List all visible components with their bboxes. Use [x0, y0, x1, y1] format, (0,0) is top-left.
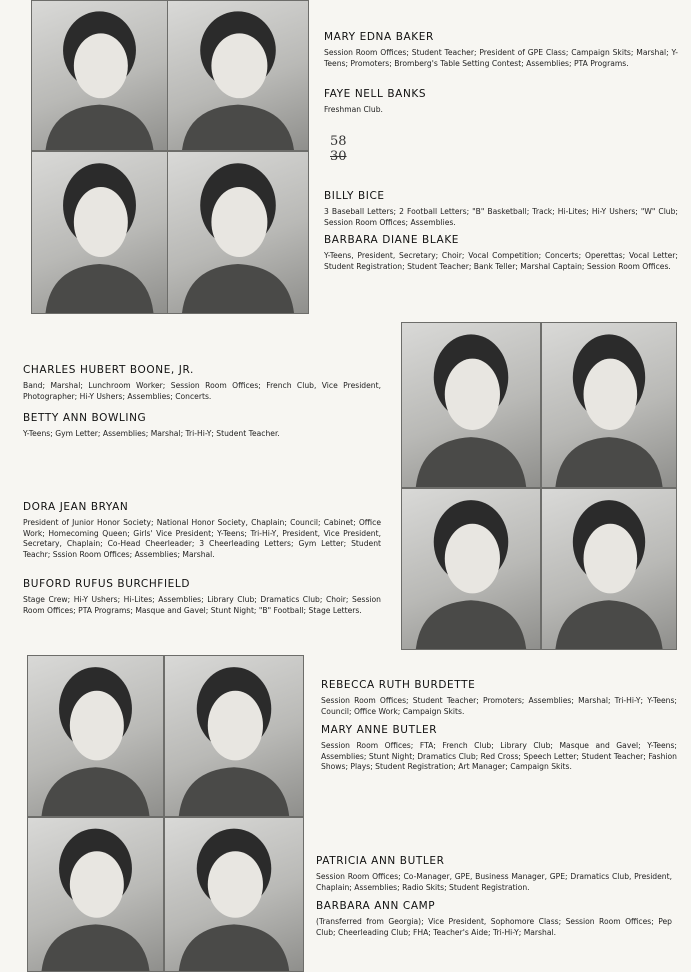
portrait-photo-baker [31, 0, 168, 151]
student-entry [324, 31, 678, 69]
portrait-photo-mary-anne-butler [164, 655, 304, 817]
portrait-silhouette [402, 489, 540, 649]
handwritten-annotation [330, 135, 347, 163]
student-name: REBECCA RUTH BURDETTE [321, 679, 476, 691]
annotation-line-1: 58 [330, 134, 347, 149]
portrait-silhouette [32, 1, 167, 150]
student-name: BETTY ANN BOWLING [23, 412, 147, 424]
student-activities: 3 Baseball Letters; 2 Football Letters; "B" Basketball; Track; Hi-Lites; Hi-Y Ushers; "W" Club; Session Room Offices; Assemblies. [324, 207, 678, 227]
portrait-photo-bryan [401, 488, 541, 650]
student-activities: Y-Teens; Gym Letter; Assemblies; Marshal; Tri-Hi-Y; Student Teacher. [23, 429, 280, 438]
student-entry [316, 855, 672, 893]
student-activities: Session Room Offices; Student Teacher; Promoters; Assemblies; Marshal; Tri-Hi-Y; Y-Teens; Council; Office Work; Campaign Skits. [321, 696, 677, 716]
portrait-photo-blake [167, 151, 309, 314]
portrait-silhouette [402, 323, 540, 487]
student-name: BARBARA ANN CAMP [316, 900, 436, 912]
student-entry [324, 234, 678, 272]
student-name: MARY EDNA BAKER [324, 31, 434, 43]
student-activities: Y-Teens, President, Secretary; Choir; Vocal Competition; Concerts; Operettas; Vocal Letter; Student Registration; Student Teacher; Bank Teller; Marshal Captain; Session Room Offices. [324, 251, 678, 271]
portrait-silhouette [28, 656, 163, 816]
portrait-silhouette [542, 489, 676, 649]
student-name: MARY ANNE BUTLER [321, 724, 438, 736]
portrait-silhouette [542, 323, 676, 487]
student-activities: Stage Crew; Hi-Y Ushers; Hi-Lites; Assemblies; Library Club; Dramatics Club; Choir; Session Room Offices; PTA Programs; Masque and Gavel; Stunt Night; "B" Football; Stage Letters. [23, 595, 381, 615]
portrait-photo-camp [164, 817, 304, 972]
portrait-silhouette [32, 152, 167, 313]
student-name: PATRICIA ANN BUTLER [316, 855, 445, 867]
student-activities: Band; Marshal; Lunchroom Worker; Session Room Offices; French Club, Vice President, Photographer; Hi-Y Ushers; Assemblies; Concerts. [23, 381, 381, 401]
student-entry [23, 412, 381, 440]
portrait-silhouette [165, 818, 303, 971]
student-entry [321, 679, 677, 717]
student-entry [23, 501, 381, 560]
student-name: DORA JEAN BRYAN [23, 501, 129, 513]
student-entry [324, 88, 678, 116]
portrait-silhouette [165, 656, 303, 816]
student-entry [23, 578, 381, 616]
student-activities: Freshman Club. [324, 105, 383, 114]
portrait-photo-burdette [27, 655, 164, 817]
student-name: FAYE NELL BANKS [324, 88, 427, 100]
portrait-photo-patricia-butler [27, 817, 164, 972]
portrait-silhouette [168, 1, 308, 150]
student-entry [324, 190, 678, 228]
annotation-line-2: 30 [330, 149, 347, 164]
portrait-photo-bice [31, 151, 168, 314]
portrait-photo-banks [167, 0, 309, 151]
student-entry [321, 724, 677, 773]
student-name: BUFORD RUFUS BURCHFIELD [23, 578, 191, 590]
portrait-photo-burchfield [541, 488, 677, 650]
portrait-photo-bowling [541, 322, 677, 488]
student-activities: (Transferred from Georgia); Vice President, Sophomore Class; Session Room Offices; Pep Club; Cheerleading Club; FHA; Teacher's Aide; Tri-Hi-Y; Marshal. [316, 917, 672, 937]
student-name: BILLY BICE [324, 190, 385, 202]
student-name: BARBARA DIANE BLAKE [324, 234, 460, 246]
student-name: CHARLES HUBERT BOONE, JR. [23, 364, 194, 376]
student-entry [316, 900, 672, 938]
student-activities: Session Room Offices; FTA; French Club; Library Club; Masque and Gavel; Y-Teens; Assemblies; Stunt Night; Dramatics Club; Red Cross; Speech Letter; Student Teacher; Fashion Shows; Plays; Student Registration; Art Manager; Campaign Skits. [321, 741, 677, 771]
student-activities: Session Room Offices; Co-Manager, GPE, Business Manager, GPE; Dramatics Club, President, Chaplain; Assemblies; Radio Skits; Student Registration. [316, 872, 672, 892]
student-activities: President of Junior Honor Society; National Honor Society, Chaplain; Council; Cabinet; Office Work; Homecoming Queen; Girls' Vice President; Y-Teens; Tri-Hi-Y, President, Vice President, Secretary, Chaplain; Co-Head Cheerleader; 3 Cheerleading Letters; Gym Letter; Student Teachr; Sssion Room Offices; Assemblies; Marshal. [23, 518, 381, 559]
portrait-photo-boone [401, 322, 541, 488]
portrait-silhouette [168, 152, 308, 313]
student-activities: Session Room Offices; Student Teacher; President of GPE Class; Campaign Skits; Marshal; Y-Teens; Promoters; Bromberg's Table Setting Contest; Assemblies; PTA Programs. [324, 48, 678, 68]
portrait-silhouette [28, 818, 163, 971]
student-entry [23, 364, 381, 402]
